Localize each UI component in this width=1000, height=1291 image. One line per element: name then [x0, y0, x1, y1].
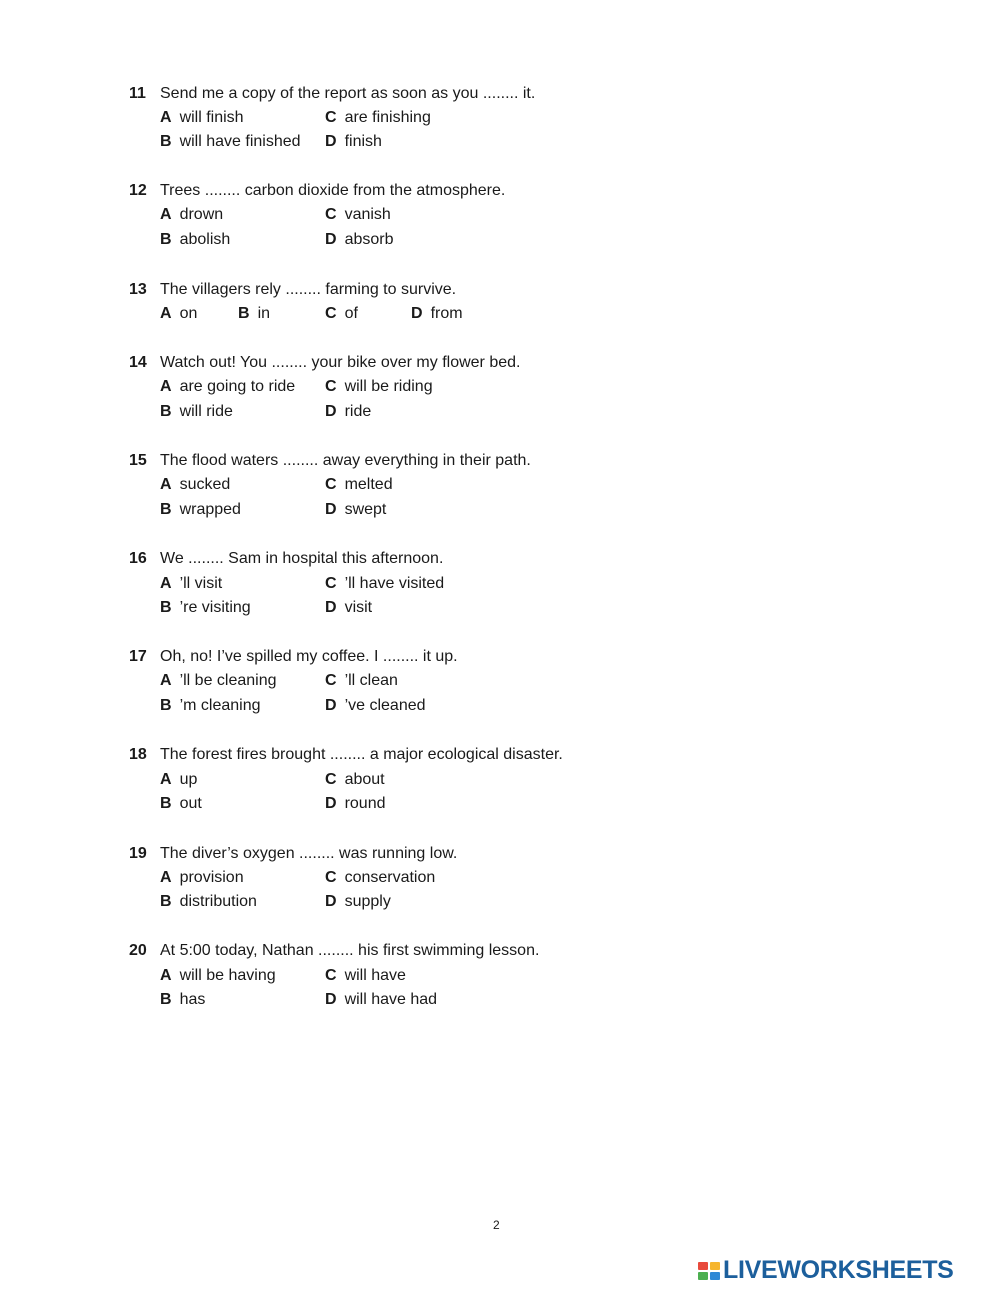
option-letter: A — [160, 575, 172, 592]
question-stem: Watch out! You ........ your bike over my flower bed. — [160, 354, 521, 371]
option-letter: A — [160, 109, 172, 126]
option-text: in — [257, 305, 271, 322]
option-b[interactable] — [160, 230, 230, 250]
option-letter: D — [325, 599, 337, 616]
option-letter: B — [160, 231, 172, 248]
option-d[interactable] — [325, 598, 372, 618]
option-text: up — [179, 771, 198, 788]
option-c[interactable] — [325, 868, 435, 888]
option-text: absorb — [344, 231, 394, 248]
question-stem: The diver’s oxygen ........ was running low. — [160, 845, 458, 862]
option-text: melted — [344, 476, 393, 493]
option-text: supply — [344, 893, 391, 910]
option-a[interactable] — [160, 868, 244, 888]
option-text: ride — [344, 403, 372, 420]
option-text: about — [344, 771, 385, 788]
option-c[interactable] — [325, 205, 391, 225]
option-c[interactable] — [325, 966, 406, 986]
option-letter: B — [160, 599, 172, 616]
option-c[interactable] — [325, 377, 433, 397]
question-stem: The flood waters ........ away everything in their path. — [160, 452, 531, 469]
option-c[interactable] — [325, 475, 393, 495]
option-d[interactable] — [325, 794, 385, 814]
question-11 — [0, 84, 1000, 164]
option-c[interactable] — [325, 671, 398, 691]
logo-block-green — [698, 1272, 708, 1280]
question-number: 16 — [129, 550, 147, 567]
option-letter: B — [160, 133, 172, 150]
option-letter: C — [325, 476, 337, 493]
logo-text: LIVEWORKSHEETS — [723, 1256, 954, 1284]
option-text: ’m cleaning — [179, 697, 261, 714]
option-text: ’ll visit — [179, 575, 223, 592]
question-stem: Send me a copy of the report as soon as you ........ it. — [160, 85, 536, 102]
question-stem: Trees ........ carbon dioxide from the atmosphere. — [160, 182, 506, 199]
option-text: finish — [344, 133, 382, 150]
option-letter: D — [325, 501, 337, 518]
option-letter: A — [160, 476, 172, 493]
option-a[interactable] — [160, 574, 222, 594]
option-b[interactable] — [160, 990, 205, 1010]
option-d[interactable] — [411, 304, 463, 324]
option-text: are going to ride — [179, 378, 296, 395]
option-text: drown — [179, 206, 224, 223]
question-stem: At 5:00 today, Nathan ........ his first swimming lesson. — [160, 942, 540, 959]
option-letter: D — [325, 403, 337, 420]
option-text: of — [344, 305, 358, 322]
option-letter: C — [325, 575, 337, 592]
option-letter: A — [160, 771, 172, 788]
option-letter: B — [160, 991, 172, 1008]
question-19 — [0, 844, 1000, 924]
option-text: wrapped — [179, 501, 241, 518]
option-a[interactable] — [160, 770, 197, 790]
option-text: provision — [179, 869, 244, 886]
option-c[interactable] — [325, 304, 358, 324]
option-letter: D — [325, 795, 337, 812]
option-text: has — [179, 991, 206, 1008]
option-letter: A — [160, 967, 172, 984]
question-stem: We ........ Sam in hospital this afternoon. — [160, 550, 444, 567]
option-a[interactable] — [160, 377, 295, 397]
question-number: 18 — [129, 746, 147, 763]
option-text: abolish — [179, 231, 231, 248]
option-text: on — [179, 305, 198, 322]
question-number: 14 — [129, 354, 147, 371]
option-c[interactable] — [325, 574, 444, 594]
option-a[interactable] — [160, 304, 197, 324]
question-number: 20 — [129, 942, 147, 959]
option-d[interactable] — [325, 132, 382, 152]
option-text: visit — [344, 599, 373, 616]
question-number: 12 — [129, 182, 147, 199]
option-text: will have — [344, 967, 406, 984]
option-letter: B — [238, 305, 250, 322]
option-letter: A — [160, 869, 172, 886]
option-letter: C — [325, 206, 337, 223]
question-16 — [0, 549, 1000, 629]
option-b[interactable] — [160, 892, 257, 912]
option-letter: A — [160, 305, 172, 322]
option-letter: B — [160, 501, 172, 518]
option-letter: B — [160, 893, 172, 910]
option-text: will be riding — [344, 378, 433, 395]
option-c[interactable] — [325, 108, 431, 128]
option-c[interactable] — [325, 770, 385, 790]
question-number: 19 — [129, 845, 147, 862]
option-letter: A — [160, 378, 172, 395]
option-text: from — [430, 305, 463, 322]
option-d[interactable] — [325, 402, 371, 422]
option-text: ’ll clean — [344, 672, 398, 689]
option-text: will be having — [179, 967, 276, 984]
option-a[interactable] — [160, 108, 244, 128]
option-letter: D — [325, 697, 337, 714]
option-d[interactable] — [325, 500, 386, 520]
question-stem: Oh, no! I’ve spilled my coffee. I ........ it up. — [160, 648, 458, 665]
option-text: vanish — [344, 206, 391, 223]
option-a[interactable] — [160, 475, 230, 495]
option-a[interactable] — [160, 671, 277, 691]
option-letter: A — [160, 206, 172, 223]
option-letter: C — [325, 109, 337, 126]
option-letter: D — [325, 133, 337, 150]
question-number: 13 — [129, 281, 147, 298]
option-letter: C — [325, 378, 337, 395]
liveworksheets-blocks-icon — [698, 1260, 720, 1280]
option-text: swept — [344, 501, 387, 518]
option-text: will have finished — [179, 133, 301, 150]
logo-block-blue — [710, 1272, 720, 1280]
logo-block-red — [698, 1262, 708, 1270]
option-b[interactable] — [160, 500, 241, 520]
option-text: conservation — [344, 869, 436, 886]
option-text: ’ve cleaned — [344, 697, 426, 714]
question-20 — [0, 941, 1000, 1021]
option-text: round — [344, 795, 386, 812]
question-12 — [0, 181, 1000, 261]
option-letter: D — [325, 893, 337, 910]
option-text: sucked — [179, 476, 231, 493]
option-b[interactable] — [160, 598, 251, 618]
option-letter: D — [325, 231, 337, 248]
option-letter: C — [325, 771, 337, 788]
option-b[interactable] — [160, 794, 202, 814]
question-stem: The forest fires brought ........ a major ecological disaster. — [160, 746, 563, 763]
question-17 — [0, 647, 1000, 727]
option-d[interactable] — [325, 892, 391, 912]
option-text: will finish — [179, 109, 244, 126]
option-letter: D — [411, 305, 423, 322]
question-number: 17 — [129, 648, 147, 665]
option-letter: B — [160, 795, 172, 812]
question-13 — [0, 280, 1000, 360]
option-text: distribution — [179, 893, 257, 910]
option-letter: C — [325, 305, 337, 322]
option-b[interactable] — [160, 402, 233, 422]
question-number: 15 — [129, 452, 147, 469]
option-d[interactable] — [325, 230, 393, 250]
question-18 — [0, 745, 1000, 825]
question-stem: The villagers rely ........ farming to survive. — [160, 281, 457, 298]
option-b[interactable] — [238, 304, 270, 324]
option-letter: A — [160, 672, 172, 689]
option-text: ’re visiting — [179, 599, 251, 616]
option-letter: C — [325, 672, 337, 689]
page-number: 2 — [493, 1218, 500, 1232]
option-a[interactable] — [160, 205, 223, 225]
liveworksheets-logo[interactable] — [698, 1256, 954, 1284]
option-letter: B — [160, 697, 172, 714]
option-d[interactable] — [325, 696, 426, 716]
option-text: are finishing — [344, 109, 431, 126]
question-number: 11 — [129, 85, 146, 102]
option-letter: C — [325, 967, 337, 984]
option-text: will ride — [179, 403, 233, 420]
option-letter: C — [325, 869, 337, 886]
option-letter: D — [325, 991, 337, 1008]
option-text: ’ll be cleaning — [179, 672, 277, 689]
option-text: out — [179, 795, 202, 812]
question-15 — [0, 451, 1000, 531]
logo-block-yellow — [710, 1262, 720, 1270]
option-a[interactable] — [160, 966, 276, 986]
option-b[interactable] — [160, 696, 261, 716]
option-text: will have had — [344, 991, 438, 1008]
option-letter: B — [160, 403, 172, 420]
option-d[interactable] — [325, 990, 437, 1010]
option-b[interactable] — [160, 132, 301, 152]
option-text: ’ll have visited — [344, 575, 445, 592]
question-14 — [0, 353, 1000, 433]
